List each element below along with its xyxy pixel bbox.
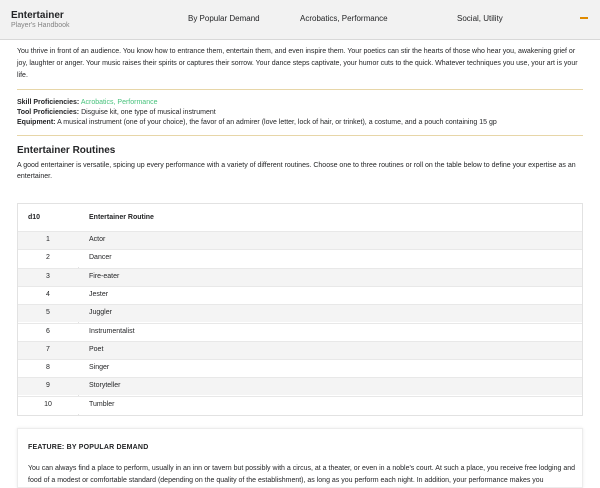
source-label: Player's Handbook <box>11 22 70 29</box>
table-row <box>18 249 582 267</box>
tags-summary: Social, Utility <box>457 14 503 23</box>
routines-description: A good entertainer is versatile, spicing up every performance with a variety of different routines. Choose one to three routines or roll on the table below to define your expertise as an entertainer. <box>17 162 576 180</box>
tool-proficiencies <box>17 108 583 118</box>
tool-value: Disguise kit, one type of musical instrument <box>81 109 216 116</box>
feature-title: FEATURE: BY POPULAR DEMAND <box>28 444 149 451</box>
feature-text: You can always find a place to perform, usually in an inn or tavern but possibly with a circus, at a theater, or even in a noble's court. At such a place, you receive free lodging and food of a modest or comfortable standard (depending on the quality of the establishment), as long as you perform each night. In addition, your performance makes you <box>28 465 576 484</box>
roll-number: 6 <box>46 327 50 335</box>
routine-name: Actor <box>89 236 106 243</box>
table-row <box>18 323 582 341</box>
skills-summary: Acrobatics, Performance <box>300 14 388 23</box>
roll-number: 2 <box>46 254 50 262</box>
routine-name: Poet <box>89 345 104 353</box>
divider <box>17 89 583 90</box>
roll-number: 9 <box>46 382 50 390</box>
table-row <box>18 286 582 304</box>
skill-link-acrobatics[interactable]: Acrobatics <box>80 99 114 106</box>
routines-table <box>17 203 583 416</box>
column-header-routine: Entertainer Routine <box>89 214 154 221</box>
skill-proficiencies <box>17 98 583 108</box>
table-row <box>18 396 582 414</box>
roll-number: 7 <box>46 345 50 353</box>
routine-name: Fire-eater <box>89 272 120 280</box>
routine-name: Tumbler <box>89 400 115 408</box>
equipment-label: Equipment: <box>17 119 56 126</box>
routines-heading: Entertainer Routines <box>17 145 116 156</box>
routine-name: Instrumentalist <box>89 327 135 335</box>
routine-name: Juggler <box>89 309 112 317</box>
table-row <box>18 304 582 322</box>
equipment <box>17 118 583 128</box>
background-details <box>17 46 583 182</box>
collapse-icon[interactable] <box>580 17 588 19</box>
roll-number: 8 <box>46 364 50 372</box>
divider <box>17 135 583 136</box>
table-header <box>18 204 582 231</box>
feature-name: By Popular Demand <box>188 14 260 23</box>
feature-box <box>17 428 583 488</box>
table-row <box>18 359 582 377</box>
skill-link-performance[interactable]: Performance <box>117 99 158 106</box>
routine-name: Storyteller <box>89 382 121 390</box>
table-row <box>18 231 582 249</box>
equipment-value: A musical instrument (one of your choice), the favor of an admirer (love letter, lock of hair, or trinket), a costume, and a pouch containing 15 gp <box>57 119 497 126</box>
routine-name: Singer <box>89 364 110 372</box>
background-header[interactable] <box>0 0 600 40</box>
column-header-die: d10 <box>28 214 41 221</box>
routine-name: Jester <box>89 290 109 298</box>
roll-number: 10 <box>44 400 52 408</box>
table-row <box>18 377 582 395</box>
table-row <box>18 341 582 359</box>
skill-separator: , <box>113 99 116 106</box>
roll-number: 3 <box>46 272 50 280</box>
table-row <box>18 268 582 286</box>
background-title: Entertainer <box>11 10 64 21</box>
roll-number: 1 <box>46 236 50 243</box>
skill-label: Skill Proficiencies: <box>17 99 80 106</box>
tool-label: Tool Proficiencies: <box>17 109 80 116</box>
background-description: You thrive in front of an audience. You know how to entrance them, entertain them, and even inspire them. Your poetics can stir the hearts of those who hear you, awakening grief or joy, laughter or anger. Your music raises their spirits or captures their sorrow. Your dance steps captivate, your humor cuts to the quick. Whatever techniques you use, your art is your life. <box>17 48 578 79</box>
roll-number: 4 <box>46 290 50 298</box>
roll-number: 5 <box>46 309 50 317</box>
routine-name: Dancer <box>89 254 112 262</box>
